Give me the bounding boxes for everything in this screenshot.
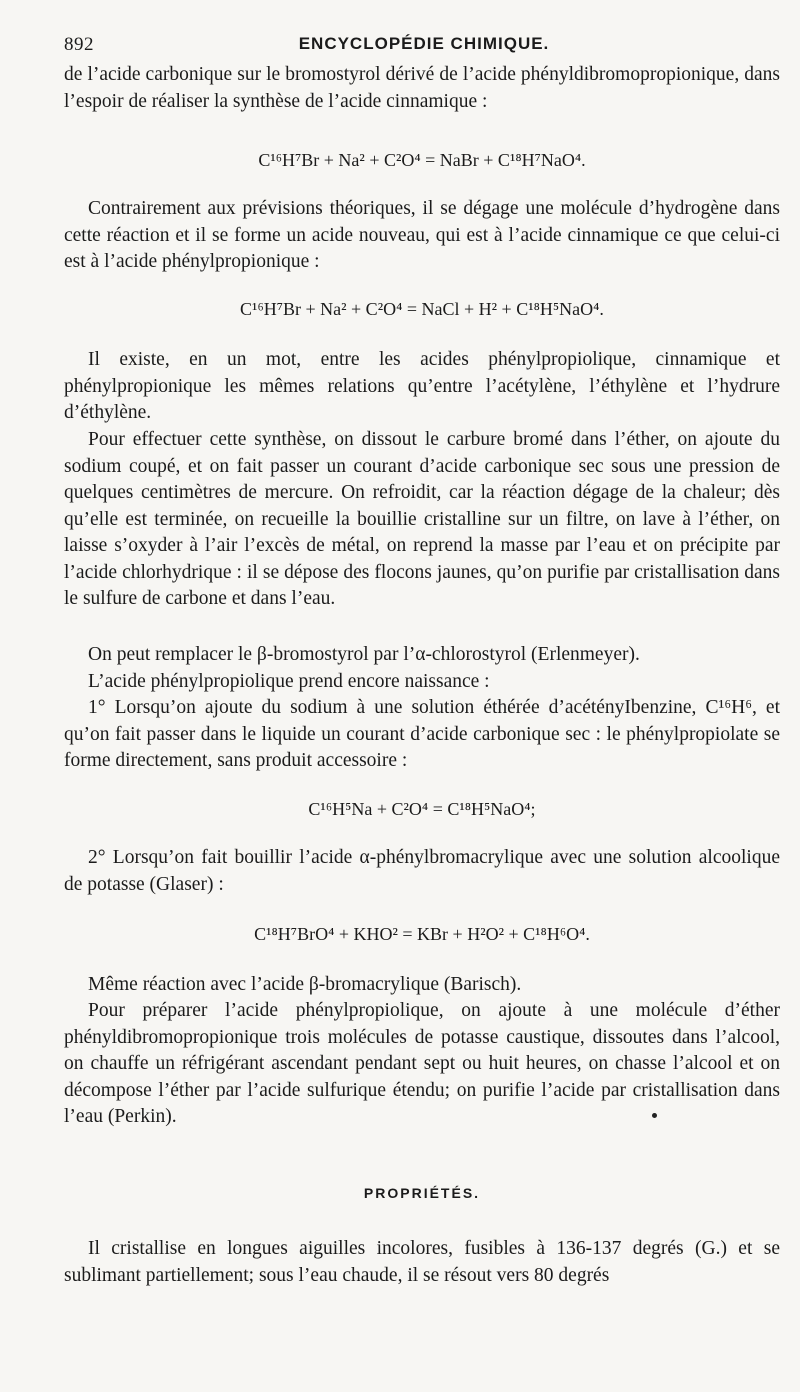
running-title: ENCYCLOPÉDIE CHIMIQUE. (298, 34, 550, 53)
paragraph-preparation: Pour préparer l’acide phénylpropiolique, on ajoute à une molécule d’éther phényldibromopropionique trois molécules de potasse caustique, dissoutes dans l’alcool, on chauffe un réfrigérant ascendant pendant sept ou huit heures, on chasse l’alcool et on décompose l’éther par l’acide sulfurique étendu; on purifie l’acide par cristallisation dans l’eau (Perkin). (64, 1000, 780, 1127)
paragraph-barisch: Même réaction avec l’acide β-bromacrylique (Barisch). (88, 974, 522, 995)
paragraph-relations: Il existe, en un mot, entre les acides phénylpropiolique, cinnamique et phénylpropionique les mêmes relations qu’entre l’acétylène, l’éthylène et l’hydrure d’éthylène. (64, 349, 780, 423)
paragraph-hydrogen: Contrairement aux prévisions théoriques, il se dégage une molécule d’hydrogène dans cette réaction et il se forme un acide nouveau, qui est à l’acide cinnamique ce que celui-ci est à l’acide phénylpropionique : (64, 198, 780, 272)
equation-2: C¹⁶H⁷Br + Na² + C²O⁴ = NaCl + H² + C¹⁸H⁵NaO⁴. (240, 299, 604, 319)
equation-1: C¹⁶H⁷Br + Na² + C²O⁴ = NaBr + C¹⁸H⁷NaO⁴. (258, 150, 586, 170)
paragraph-properties: Il cristallise en longues aiguilles incolores, fusibles à 136-137 degrés (G.) et se sublimant partiellement; sous l’eau chaude, il se résout vers 80 degrés (64, 1238, 780, 1286)
paragraph-intro: de l’acide carbonique sur le bromostyrol dérivé de l’acide phényldibromopropionique, dans l’espoir de réaliser la synthèse de l’acide cinnamique : (64, 64, 780, 112)
equation-4: C¹⁸H⁷BrO⁴ + KHO² = KBr + H²O² + C¹⁸H⁶O⁴. (254, 924, 590, 944)
paragraph-method-2: 2° Lorsqu’on fait bouillir l’acide α-phénylbromacrylique avec une solution alcoolique de potasse (Glaser) : (64, 847, 780, 895)
paragraph-naissance: L’acide phénylpropiolique prend encore naissance : (88, 671, 490, 692)
paragraph-synthesis: Pour effectuer cette synthèse, on dissout le carbure bromé dans l’éther, on ajoute du sodium coupé, et on fait passer un courant d’acide carbonique sec sous une pression de quelques centimètres de mercure. On refroidit, car la réaction dégage de la chaleur; dès qu’elle est terminée, on recueille la bouillie cristalline sur un filtre, on lave à l’éther, on laisse s’oxyder à l’air l’excès de métal, on reprend la masse par l’eau et on précipite par l’acide chlorhydrique : il se dépose des flocons jaunes, qu’on purifie par cristallisation dans le sulfure de carbone et dans l’eau. (64, 429, 780, 609)
paragraph-method-1: 1° Lorsqu’on ajoute du sodium à une solution éthérée d’acétényIbenzine, C¹⁶H⁶, et qu’on fait passer dans le liquide un courant d’acide carbonique sec : le phénylpropiolate se forme directement, sans produit accessoire : (64, 697, 780, 771)
ink-speck (652, 1113, 657, 1118)
section-title: PROPRIÉTÉS. (363, 1185, 481, 1201)
page-header (64, 34, 784, 56)
paragraph-erlenmeyer: On peut remplacer le β-bromostyrol par l’α-chlorostyrol (Erlenmeyer). (88, 644, 640, 665)
equation-3: C¹⁶H⁵Na + C²O⁴ = C¹⁸H⁵NaO⁴; (308, 799, 536, 819)
page-number: 892 (64, 34, 94, 55)
